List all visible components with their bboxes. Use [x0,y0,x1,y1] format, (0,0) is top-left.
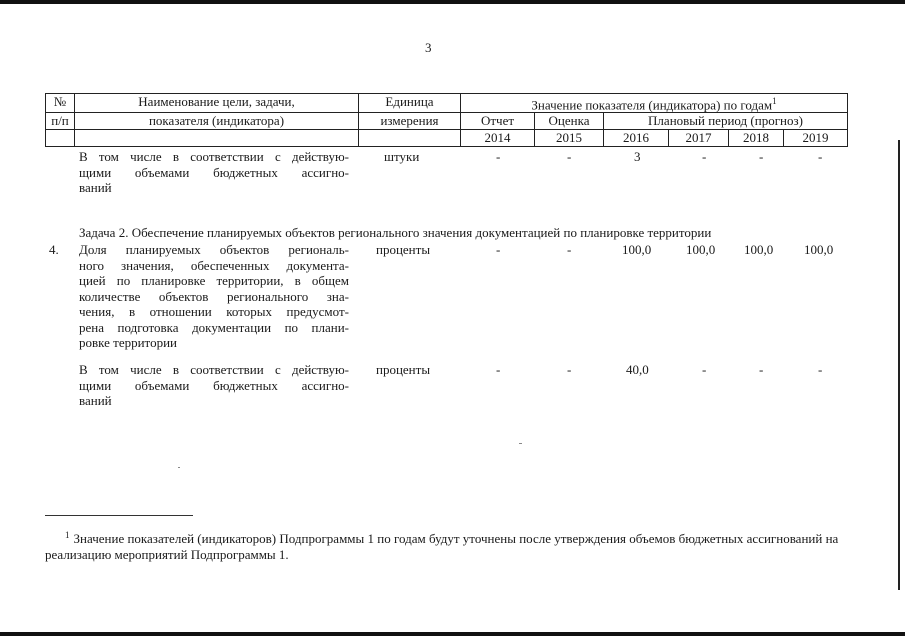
scan-bottom-border [0,632,905,636]
scan-right-border [898,140,900,590]
header-num-2: п/п [46,113,75,130]
row-1-name-line: ваний [79,180,112,195]
header-estimate-label: Оценка [535,113,604,130]
row-4-name-line: ного значения, обеспеченных документа- [79,257,349,273]
row-4-number: 4. [49,242,59,257]
scan-speck [178,467,180,468]
header-unit-1: Единица [359,94,461,113]
row-4-sub-name-line: В том числе в соответствии с действую- [79,362,349,377]
scan-top-border [0,0,905,4]
row-1-value-2016: 3 [634,149,641,164]
scan-speck [519,443,522,444]
row-4-sub-name-line: щими объемами бюджетных ассигно- [79,377,349,393]
header-year-2019: 2019 [784,130,848,147]
footnote-separator [45,515,193,516]
footnote-indent [45,531,65,546]
row-1-name-line: В том числе в соответствии с действую- [79,149,349,164]
header-name-2: показателя (индикатора) [75,113,359,130]
row-4-sub-value-2014: - [496,362,501,377]
row-4-name-line: Доля планируемых объектов региональ- [79,242,349,257]
row-1-value-2019: - [818,149,823,164]
row-4-sub-value-2016: 40,0 [626,362,649,377]
row-4-sub-unit: проценты [376,362,431,377]
header-report-year: 2014 [461,130,535,147]
row-1-name [79,149,349,196]
header-unit-3 [359,130,461,147]
header-values-note: 1 [772,96,777,106]
row-4-value-2014: - [496,242,501,257]
row-1-value-2015: - [567,149,572,164]
header-num-1: № [46,94,75,113]
row-4-name-line: ровке территории [79,335,177,350]
row-4-name-line: цией по планировке территории, в общем [79,273,349,288]
row-1-value-2017: - [702,149,707,164]
header-report-label: Отчет [461,113,535,130]
row-4-unit: проценты [376,242,431,257]
row-4-value-2016: 100,0 [622,242,652,257]
row-1-value-2014: - [496,149,501,164]
row-1-unit: штуки [384,149,420,164]
row-4-name-line: количестве объектов регионального зна- [79,288,349,304]
header-year-2016: 2016 [604,130,669,147]
header-num-3 [46,130,75,147]
row-1-name-line: щими объемами бюджетных ассигно- [79,164,349,180]
indicator-table-header [45,93,848,147]
row-4-sub-value-2018: - [759,362,764,377]
row-4-value-2019: 100,0 [804,242,834,257]
header-name-3 [75,130,359,147]
row-4-sub-name-line: ваний [79,393,112,408]
page-number: 3 [425,40,432,55]
row-4-name-line: рена подготовка документации по плани- [79,319,349,335]
header-name-1: Наименование цели, задачи, [75,94,359,113]
row-4-sub-value-2015: - [567,362,572,377]
row-4-sub-value-2017: - [702,362,707,377]
row-4-value-2015: - [567,242,572,257]
header-year-2018: 2018 [729,130,784,147]
footnote [45,527,845,563]
row-4-sub-value-2019: - [818,362,823,377]
header-values-label: Значение показателя (индикатора) по годам [531,97,773,113]
header-unit-2: измерения [359,113,461,130]
task-2-heading: Задача 2. Обеспечение планируемых объектов регионального значения документацией по планировке территории [79,225,712,240]
header-plan-period: Плановый период (прогноз) [604,113,848,130]
row-4-name [79,242,349,351]
header-year-2017: 2017 [669,130,729,147]
row-4-value-2017: 100,0 [686,242,716,257]
footnote-mark: 1 [65,530,70,540]
row-4-sub-name [79,362,349,409]
footnote-text: Значение показателей (индикаторов) Подпрограммы 1 по годам будут уточнены после утверждения объемов бюджетных ассигнований на реализацию мероприятий Подпрограммы 1. [45,531,839,562]
header-estimate-year: 2015 [535,130,604,147]
row-4-name-line: чения, в отношении которых предусмот- [79,304,349,319]
row-4-value-2018: 100,0 [744,242,774,257]
header-values [461,94,848,113]
row-1-value-2018: - [759,149,764,164]
